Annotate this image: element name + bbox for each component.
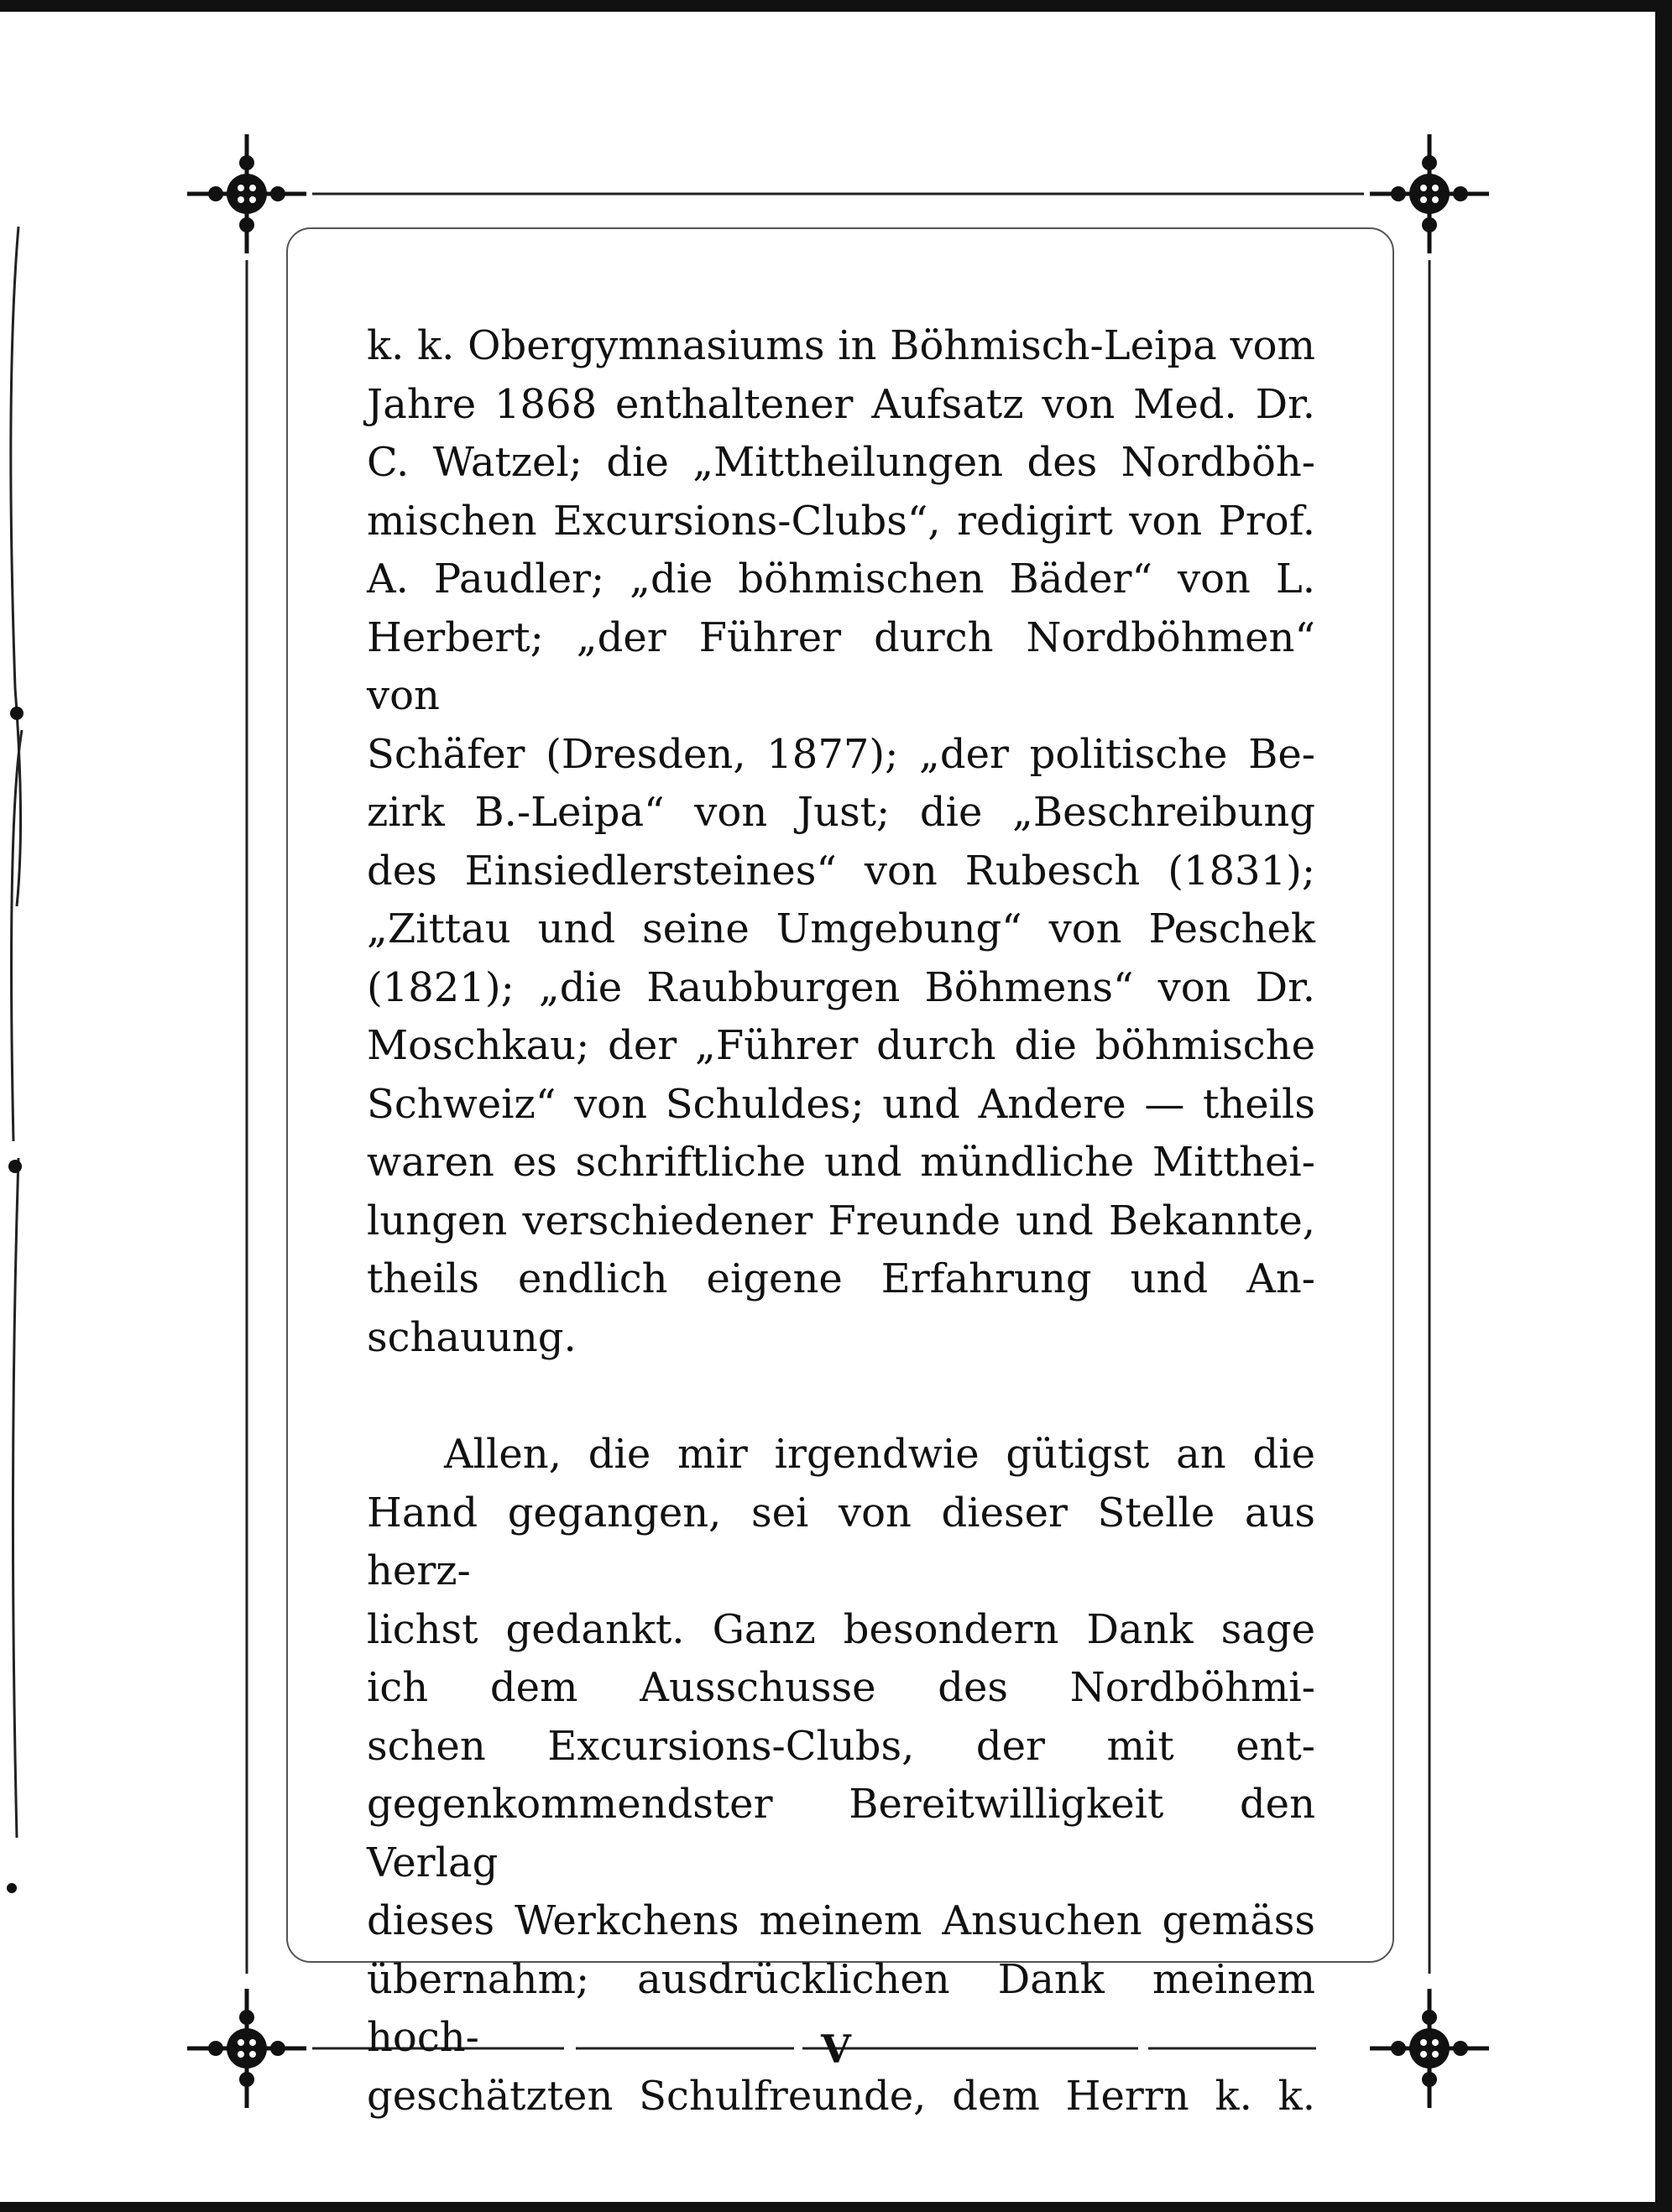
text-line: zirk B.-Leipa“ von Just; die „Beschreibung bbox=[367, 789, 1315, 836]
text-line: schen Excursions-Clubs, der mit ent- bbox=[367, 1722, 1315, 1770]
text-line: Allen, die mir irgendwie gütigst an die bbox=[444, 1431, 1315, 1478]
paragraph-sources bbox=[367, 317, 1315, 1367]
corner-ornament-top-right bbox=[1366, 131, 1492, 257]
text-line: Schäfer (Dresden, 1877); „der politische Be- bbox=[367, 730, 1315, 778]
text-line: k. k. Obergymnasiums in Böhmisch-Leipa vom bbox=[367, 322, 1315, 369]
text-line: C. Watzel; die „Mittheilungen des Nordböh- bbox=[367, 439, 1315, 486]
text-line: (1821); „die Raubburgen Böhmens“ von Dr. bbox=[367, 963, 1315, 1011]
corner-ornament-top-left bbox=[184, 131, 310, 257]
text-line: Herbert; „der Führer durch Nordböhmen“ von bbox=[367, 613, 1315, 719]
text-line: übernahm; ausdrücklichen Dank meinem hoch- bbox=[367, 1955, 1315, 2061]
text-line: theils endlich eigene Erfahrung und An- bbox=[367, 1255, 1315, 1302]
text-line: schauung. bbox=[367, 1313, 577, 1361]
text-line: lungen verschiedener Freunde und Bekannte, bbox=[367, 1197, 1315, 1244]
text-line: Jahre 1868 enthaltener Aufsatz von Med. Dr. bbox=[367, 380, 1315, 428]
text-line: geschätzten Schulfreunde, dem Herrn k. k. bbox=[367, 2072, 1315, 2120]
text-line: A. Paudler; „die böhmischen Bäder“ von L. bbox=[367, 556, 1315, 603]
paragraph-gap bbox=[367, 1367, 1315, 1426]
paragraph-thanks bbox=[367, 1426, 1315, 2126]
text-line: Hand gegangen, sei von dieser Stelle aus herz- bbox=[367, 1489, 1315, 1594]
text-line: lichst gedankt. Ganz besondern Dank sage bbox=[367, 1605, 1315, 1653]
text-line: Moschkau; der „Führer durch die böhmische bbox=[367, 1022, 1315, 1069]
text-line: waren es schriftliche und mündliche Mitthei- bbox=[367, 1139, 1315, 1186]
text-line: mischen Excursions-Clubs“, redigirt von Prof. bbox=[367, 497, 1315, 545]
text-line: des Einsiedlersteines“ von Rubesch (1831); bbox=[367, 847, 1315, 895]
text-line: dieses Werkchens meinem Ansuchen gemäss bbox=[367, 1897, 1315, 1944]
text-line: „Zittau und seine Umgebung“ von Peschek bbox=[367, 905, 1315, 952]
text-line: Schweiz“ von Schuldes; und Andere — theils bbox=[367, 1080, 1315, 1128]
text-line: ich dem Ausschusse des Nordböhmi- bbox=[367, 1664, 1315, 1711]
page-number: V bbox=[821, 2027, 851, 2072]
text-line: gegenkommendster Bereitwilligkeit den Verlag bbox=[367, 1781, 1315, 1886]
page-body-text bbox=[367, 317, 1315, 2126]
